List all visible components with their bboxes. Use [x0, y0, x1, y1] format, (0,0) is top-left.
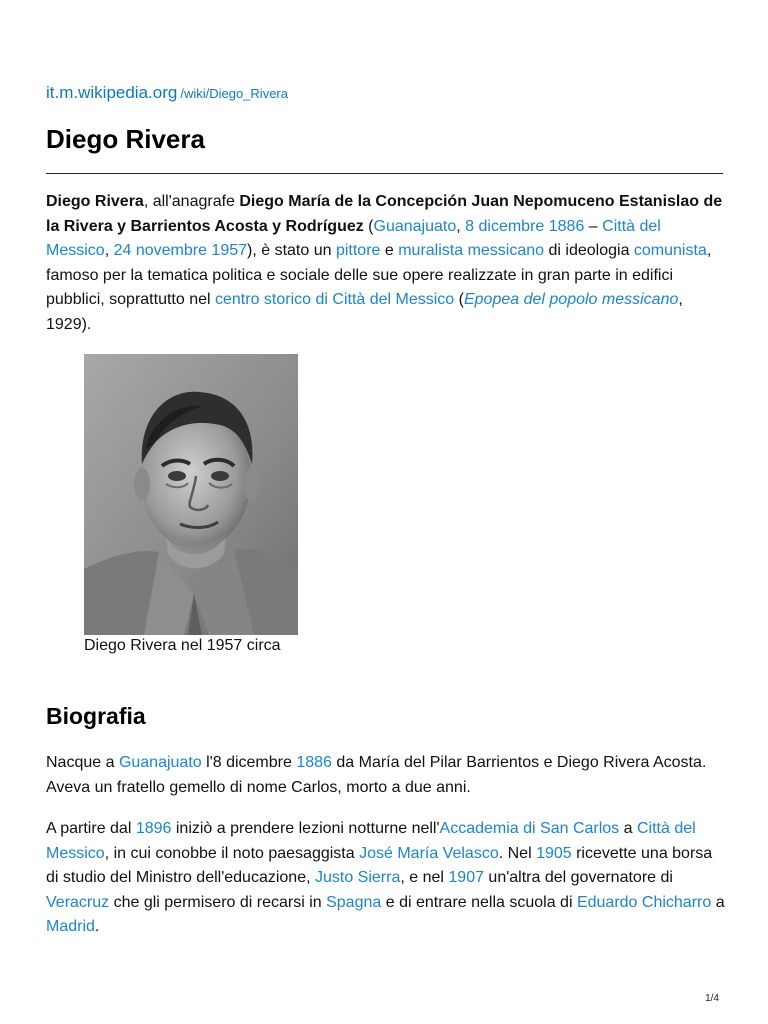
text-span: ), è stato un [247, 242, 336, 259]
link-1905[interactable]: 1905 [536, 844, 572, 862]
link-muralista[interactable]: muralista [398, 242, 464, 259]
text-span: l'8 dicembre [201, 754, 297, 771]
intro-paragraph [46, 190, 726, 337]
page-title: Diego Rivera [46, 124, 205, 154]
link-1907[interactable]: 1907 [448, 869, 484, 886]
link-1957[interactable]: 1957 [211, 242, 248, 259]
text-span: , [456, 217, 466, 235]
text-span: a [711, 893, 725, 911]
link-spagna[interactable]: Spagna [326, 893, 382, 911]
link-justo-sierra[interactable]: Justo Sierra [314, 869, 401, 886]
link-citta-del-messico[interactable]: Città del Messico [46, 217, 661, 259]
link-centro-storico[interactable]: centro storico di Città del Messico [215, 291, 455, 308]
text-span: , famoso per la tematica politica e sociale delle sue opere realizzate in gran parte in edifici pubblici, soprattutto nel [46, 242, 712, 308]
text-span: che gli permisero di recarsi in [109, 893, 327, 911]
full-name: Diego María de la Concepción Juan Nepomuceno Estanislao de la Rivera y Barrientos Acosta y Rodríguez [46, 193, 723, 235]
section-heading-biografia: Biografia [46, 703, 146, 729]
link-24-novembre[interactable]: 24 novembre [113, 242, 207, 259]
text-span: e [380, 242, 399, 259]
link-guanajuato[interactable]: Guanajuato [118, 754, 202, 771]
link-1886[interactable]: 1886 [296, 754, 332, 771]
text-span: un'altra del governatore di [483, 869, 673, 886]
title-divider [46, 173, 723, 174]
link-pittore[interactable]: pittore [335, 242, 381, 259]
portrait-photo[interactable] [84, 354, 298, 635]
link-8-dicembre[interactable]: 8 dicembre [465, 217, 545, 235]
link-jose-maria-velasco[interactable]: José María Velasco [359, 844, 499, 862]
link-madrid[interactable]: Madrid [46, 918, 95, 935]
biografia-paragraph-2 [46, 817, 726, 940]
link-1896[interactable]: 1896 [135, 820, 172, 837]
text-span: , in cui conobbe il noto paesaggista [104, 844, 360, 862]
text-span: ( [454, 291, 464, 308]
text-span: Nacque a [46, 754, 119, 771]
link-accademia-san-carlos[interactable]: Accademia di San Carlos [439, 820, 620, 837]
text-span: , e nel [400, 869, 449, 886]
text-span: iniziò a prendere lezioni notturne nell' [171, 820, 440, 837]
page-number: 1/4 [705, 993, 719, 1004]
biografia-paragraph-1 [46, 751, 726, 800]
url-domain[interactable]: it.m.wikipedia.org [46, 83, 178, 102]
link-comunista[interactable]: comunista [633, 242, 707, 259]
text-span: – [584, 217, 603, 235]
text-span: da María del Pilar Barrientos e Diego Rivera Acosta. Aveva un fratello gemello di nome Carlos, morto a due anni. [46, 754, 707, 796]
text-span: , 1929). [46, 291, 683, 333]
text-span: . [94, 918, 100, 935]
text-span: ( [363, 217, 374, 235]
link-guanajuato[interactable]: Guanajuato [373, 217, 457, 235]
text-span: ricevette una borsa di studio del Ministro dell'educazione, [46, 844, 713, 886]
text-span: A partire dal [46, 820, 136, 837]
text-span: a [619, 820, 637, 837]
text-span: . Nel [498, 844, 537, 862]
text-span: , [104, 242, 114, 259]
image-caption: Diego Rivera nel 1957 circa [84, 637, 281, 654]
link-epopea[interactable]: Epopea del popolo messicano [463, 291, 679, 308]
link-veracruz[interactable]: Veracruz [46, 893, 110, 911]
text-span: , all'anagrafe [143, 193, 240, 210]
link-1886[interactable]: 1886 [548, 217, 585, 235]
text-span: di ideologia [544, 242, 634, 259]
link-messicano[interactable]: messicano [467, 242, 545, 259]
link-citta-del-messico[interactable]: Città del Messico [46, 820, 696, 862]
text-span: e di entrare nella scuola di [381, 893, 577, 911]
link-eduardo-chicharro[interactable]: Eduardo Chicharro [576, 893, 712, 911]
source-url[interactable] [46, 83, 288, 103]
url-path[interactable]: /wiki/Diego_Rivera [180, 86, 288, 101]
subject-name: Diego Rivera [46, 193, 144, 210]
